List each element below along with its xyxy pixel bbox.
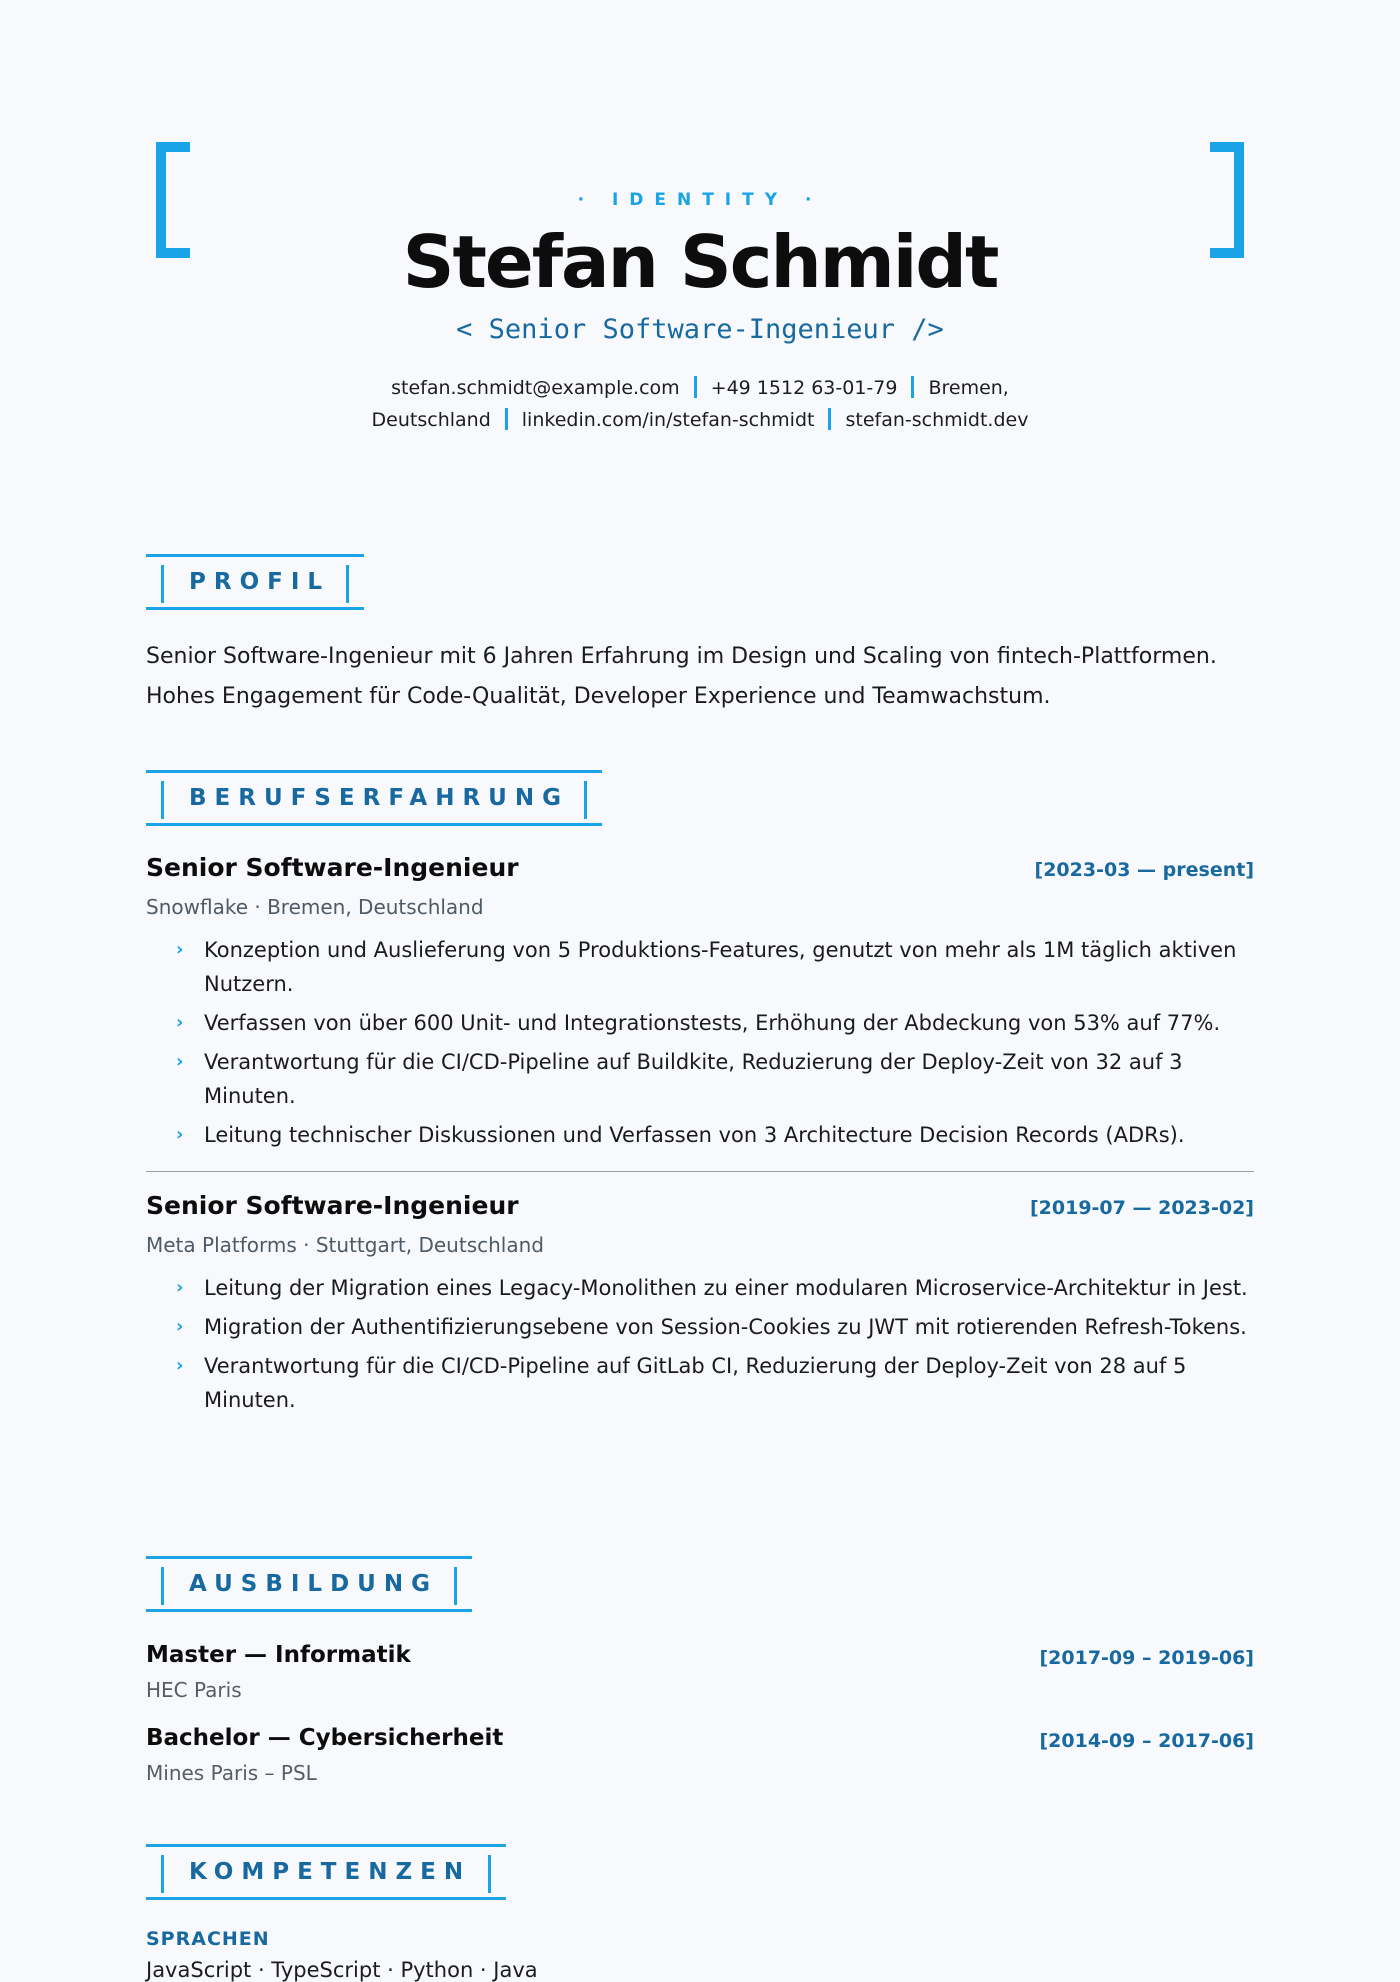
- list-item: › Leitung technischer Diskussionen und Verfassen von 3 Architecture Decision Records (ADRs).: [176, 1118, 1266, 1152]
- contact-linkedin[interactable]: linkedin.com/in/stefan-schmidt: [521, 409, 815, 431]
- list-item: › Verantwortung für die CI/CD-Pipeline auf Buildkite, Reduzierung der Deploy-Zeit von 32 auf 3 Minuten.: [176, 1045, 1266, 1113]
- contact-separator: [911, 376, 914, 398]
- education-dates: [2014-09 – 2017-06]: [1039, 1730, 1254, 1752]
- section-heading-label: AUSBILDUNG: [189, 1571, 438, 1597]
- section-heading-skills: [146, 1844, 506, 1900]
- section-heading-label: BERUFSERFAHRUNG: [189, 785, 569, 811]
- chevron-right-icon: ›: [176, 1277, 184, 1298]
- chevron-right-icon: ›: [176, 939, 184, 960]
- job-divider: [146, 1171, 1254, 1172]
- identity-eyebrow: · IDENTITY ·: [577, 190, 823, 210]
- section-heading-profile: [146, 554, 364, 610]
- job-title: Senior Software-Ingenieur: [146, 853, 519, 882]
- contact-phone[interactable]: +49 1512 63-01-79: [710, 377, 898, 399]
- section-heading-experience: [146, 770, 602, 826]
- contact-email[interactable]: stefan.schmidt@example.com: [391, 377, 680, 399]
- chevron-right-icon: ›: [176, 1124, 184, 1145]
- job-company: Meta Platforms · Stuttgart, Deutschland: [146, 1233, 544, 1257]
- education-degree: Master — Informatik: [146, 1642, 411, 1668]
- contact-separator: [828, 408, 831, 430]
- job-company: Snowflake · Bremen, Deutschland: [146, 895, 484, 919]
- section-heading-label: KOMPETENZEN: [189, 1859, 472, 1885]
- candidate-role: < Senior Software-Ingenieur />: [456, 314, 944, 345]
- list-item: › Verfassen von über 600 Unit- und Integrationstests, Erhöhung der Abdeckung von 53% auf 77%.: [176, 1006, 1266, 1040]
- skill-values: JavaScript · TypeScript · Python · Java: [146, 1958, 538, 1982]
- chevron-right-icon: ›: [176, 1316, 184, 1337]
- contact-location-country: Deutschland: [371, 409, 491, 431]
- job-bullets: [176, 1271, 1266, 1422]
- profile-summary: Senior Software-Ingenieur mit 6 Jahren Erfahrung im Design und Scaling von fintech-Plattformen. Hohes Engagement für Code-Qualität, Developer Experience und Teamwachstum.: [146, 644, 1217, 709]
- list-item: › Konzeption und Auslieferung von 5 Produktions-Features, genutzt von mehr als 1M täglich aktiven Nutzern.: [176, 933, 1266, 1001]
- chevron-right-icon: ›: [176, 1051, 184, 1072]
- job-title: Senior Software-Ingenieur: [146, 1191, 519, 1220]
- job-dates: [2023-03 — present]: [1034, 859, 1254, 881]
- education-school: HEC Paris: [146, 1678, 242, 1702]
- section-heading-education: [146, 1556, 472, 1612]
- skill-category-label: SPRACHEN: [146, 1928, 270, 1950]
- section-heading-label: PROFIL: [189, 569, 331, 595]
- contact-location-city: Bremen,: [928, 377, 1009, 399]
- list-item: › Leitung der Migration eines Legacy-Monolithen zu einer modularen Microservice-Architektur in Jest.: [176, 1271, 1266, 1305]
- list-item: › Verantwortung für die CI/CD-Pipeline auf GitLab CI, Reduzierung der Deploy-Zeit von 28 auf 5 Minuten.: [176, 1349, 1266, 1417]
- contact-website[interactable]: stefan-schmidt.dev: [845, 409, 1029, 431]
- candidate-name: Stefan Schmidt: [402, 220, 998, 304]
- chevron-right-icon: ›: [176, 1355, 184, 1376]
- list-item: › Migration der Authentifizierungsebene von Session-Cookies zu JWT mit rotierenden Refresh-Tokens.: [176, 1310, 1266, 1344]
- job-bullets: [176, 933, 1266, 1157]
- job-dates: [2019-07 — 2023-02]: [1029, 1197, 1254, 1219]
- contact-separator: [694, 376, 697, 398]
- contact-line: [360, 372, 1040, 436]
- education-school: Mines Paris – PSL: [146, 1761, 317, 1785]
- education-degree: Bachelor — Cybersicherheit: [146, 1725, 504, 1751]
- chevron-right-icon: ›: [176, 1012, 184, 1033]
- education-dates: [2017-09 – 2019-06]: [1039, 1647, 1254, 1669]
- contact-separator: [505, 408, 508, 430]
